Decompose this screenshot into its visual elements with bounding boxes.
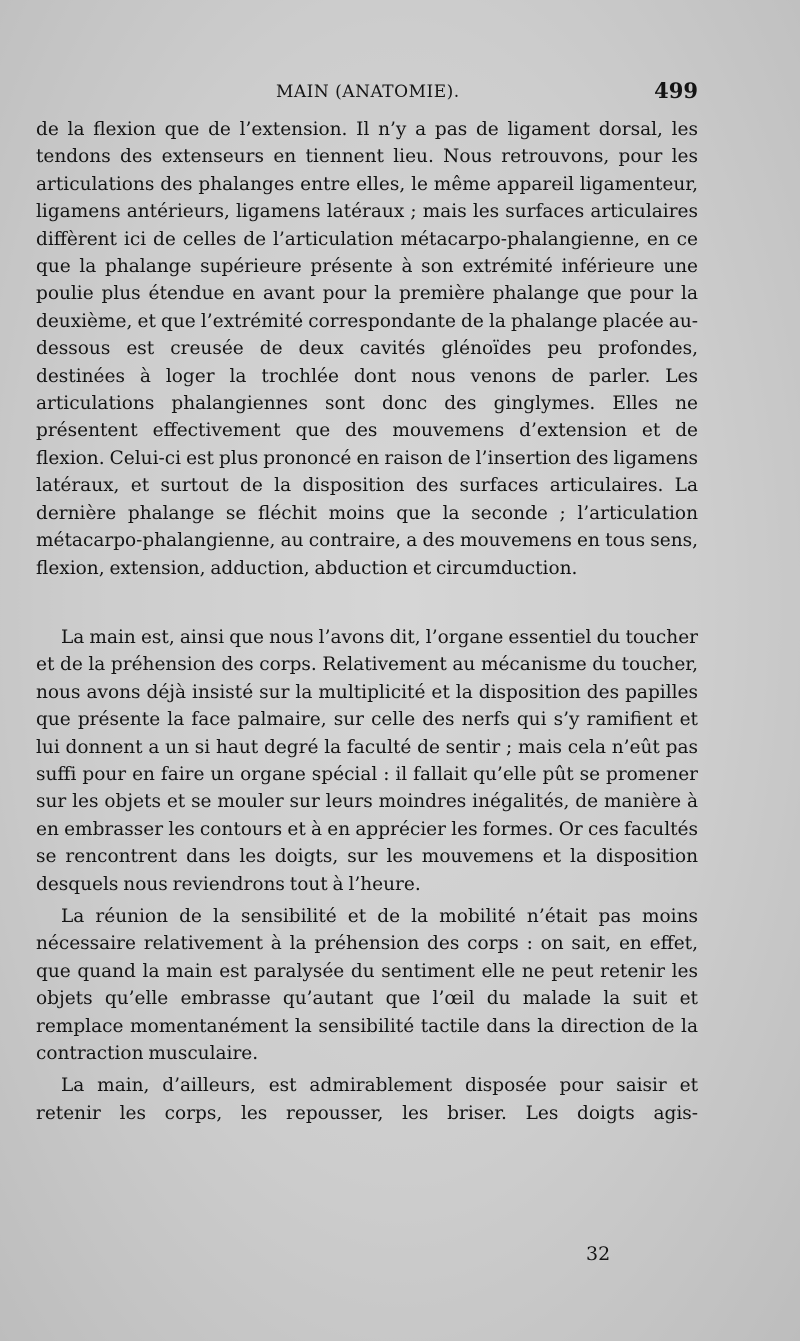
page-number: 499 xyxy=(654,78,698,103)
paragraph-sensibilite: La réunion de la sensibilité et de la mobilité n’était pas moins nécessaire relativement à la préhension des corps : on sait, en effet, que quand la main est paralysée du sentiment elle ne peut retenir les objets qu’elle embrasse qu’autant que l’œil du malade la suit et remplace momentanément la sensibilité tactile dans la direction de la contraction musculaire. xyxy=(36,905,698,1064)
paragraph-gap xyxy=(36,582,698,624)
signature-mark: 32 xyxy=(586,1243,611,1265)
paragraph-toucher: La main est, ainsi que nous l’avons dit, l’organe essentiel du toucher et de la préhension des corps. Relativement au mécanisme du toucher, nous avons déjà insisté sur la multiplicité et la disposition des papilles que présente la face palmaire, sur celle des nerfs qui s’y ramifient et lui donnent a un si haut degré la faculté de sentir ; mais cela n’eût pas suffi pour en faire un organe spécial : il fallait qu’elle pût se promener sur les objets et se mouler sur leurs moindres inégalités, de manière à en embrasser les contours et à en apprécier les formes. Or ces facultés se rencontrent dans les doigts, sur les mouvemens et la disposition desquels nous reviendrons tout à l’heure. xyxy=(36,626,698,895)
paragraph-ligaments: de la flexion que de l’extension. Il n’y a pas de ligament dorsal, les tendons des extenseurs en tiennent lieu. Nous retrouvons, pour les articulations des phalanges entre elles, le même appareil ligamenteur, ligamens antérieurs, ligamens latéraux ; mais les surfaces articulaires diffèrent ici de celles de l’articulation métacarpo-phalangienne, en ce que la phalange supérieure présente à son extrémité inférieure une poulie plus étendue en avant pour la première phalange que pour la deuxième, et que l’extrémité correspondante de la phalange placée au-dessous est creusée de deux cavités glénoïdes peu profondes, destinées à loger la trochlée dont nous venons de parler. Les articulations phalangiennes sont donc des ginglymes. Elles ne présentent effectivement que des mouvemens d’extension et de flexion. Celui-ci est plus prononcé en raison de l’insertion des ligamens latéraux, et surtout de la disposition des surfaces articulaires. La dernière phalange se fléchit moins que la seconde ; l’articulation métacarpo-phalangienne, au contraire, a des mouvemens en tous sens, flexion, extension, adduction, abduction et circumduction. xyxy=(36,119,698,579)
page-body xyxy=(36,116,698,1127)
running-head: MAIN (ANATOMIE). xyxy=(276,82,460,102)
paragraph-prehension: La main, d’ailleurs, est admirablement disposée pour saisir et retenir les corps, les repousser, les briser. Les doigts agis- xyxy=(36,1075,698,1124)
page-header xyxy=(36,78,698,108)
